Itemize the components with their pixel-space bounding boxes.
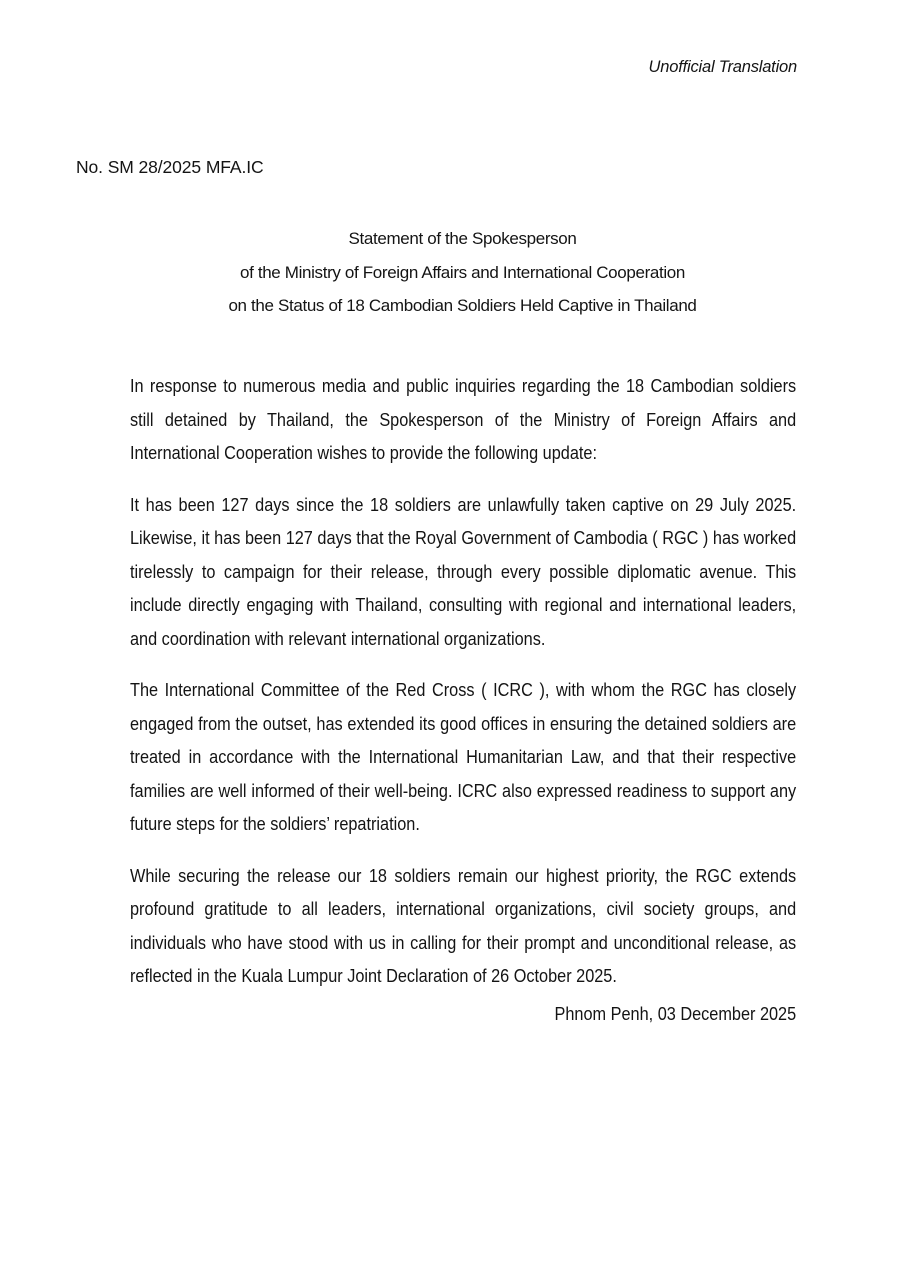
unofficial-translation-label: Unofficial Translation	[648, 58, 797, 76]
title-line-1: Statement of the Spokesperson	[348, 229, 577, 248]
statement-body	[130, 369, 796, 1030]
body-paragraph-1: In response to numerous media and public inquiries regarding the 18 Cambodian soldiers still detained by Thailand, the Spokesperson of the Ministry of Foreign Affairs and International Cooperation wishes to provide the following update:	[130, 375, 797, 463]
place-and-date: Phnom Penh, 03 December 2025	[554, 1002, 797, 1024]
statement-title	[0, 222, 905, 323]
reference-number: No. SM 28/2025 MFA.IC	[76, 157, 264, 177]
title-line-2: of the Ministry of Foreign Affairs and International Cooperation	[239, 262, 686, 282]
title-line-3: on the Status of 18 Cambodian Soldiers Held Captive in Thailand	[228, 296, 697, 316]
body-paragraph-4: While securing the release our 18 soldiers remain our highest priority, the RGC extends profound gratitude to all leaders, international organizations, civil society groups, and individuals who have stood with us in calling for their prompt and unconditional release, as reflected in the Kuala Lumpur Joint Declaration of 26 October 2025.	[130, 864, 797, 986]
body-paragraph-3: The International Committee of the Red Cross ( ICRC ), with whom the RGC has closely engaged from the outset, has extended its good offices in ensuring the detained soldiers are treated in accordance with the International Humanitarian Law, and that their respective families are well informed of their well-being. ICRC also expressed readiness to support any future steps for the soldiers’ repatriation.	[130, 679, 797, 834]
body-paragraph-2: It has been 127 days since the 18 soldiers are unlawfully taken captive on 29 July 2025. Likewise, it has been 127 days that the Royal Government of Cambodia ( RGC ) has worked tirelessly to campaign for their release, through every possible diplomatic avenue. This include directly engaging with Thailand, consulting with regional and international leaders, and coordination with relevant international organizations.	[130, 493, 797, 649]
